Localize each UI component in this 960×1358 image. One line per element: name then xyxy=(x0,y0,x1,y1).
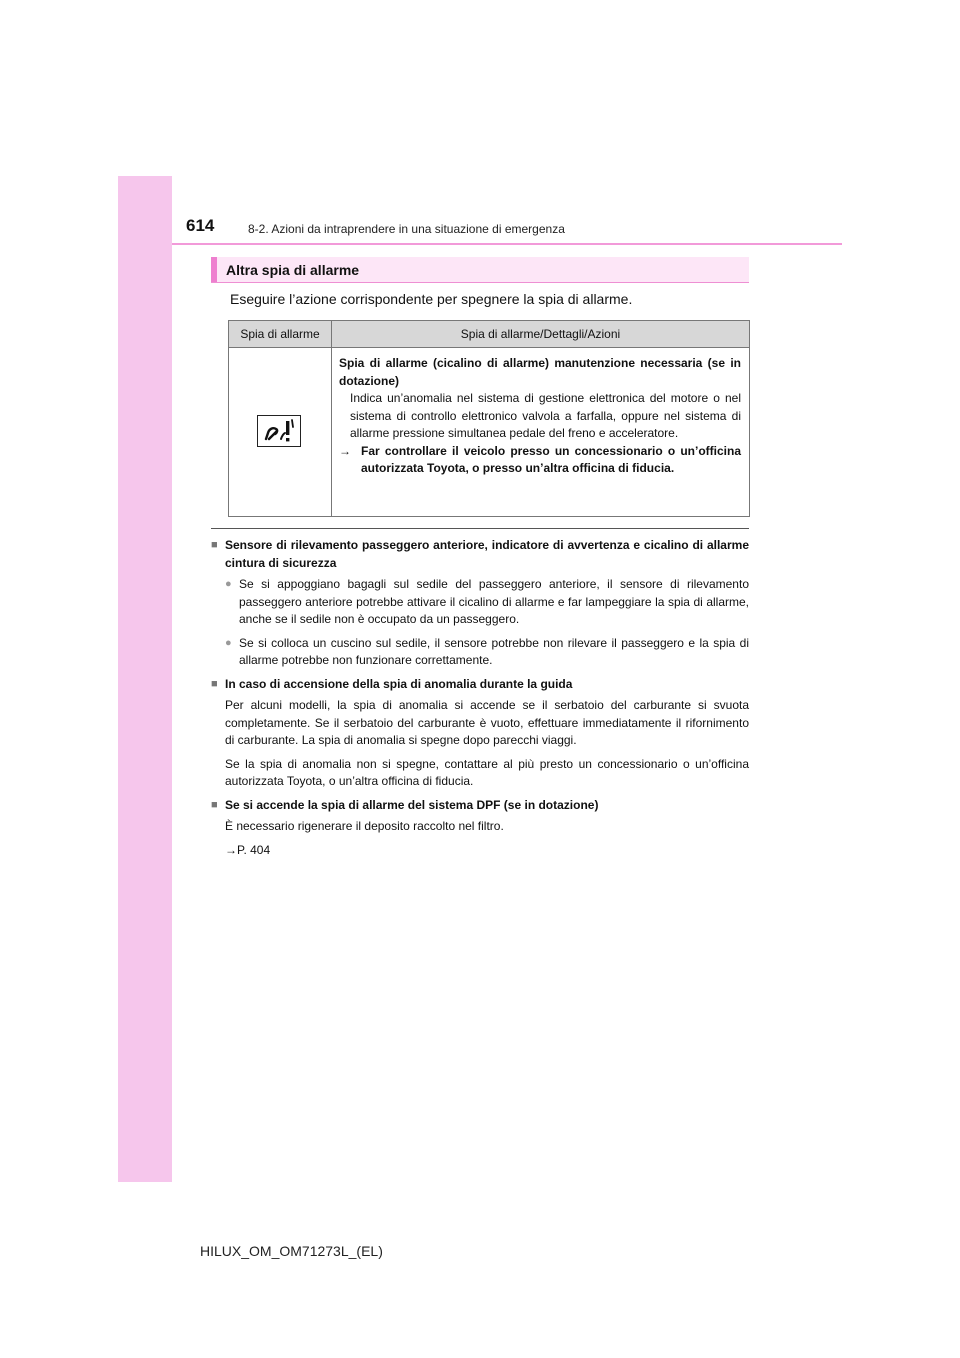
section-heading-bar xyxy=(211,257,217,282)
circle-bullet-icon: ● xyxy=(225,578,232,590)
section-heading xyxy=(211,257,749,283)
warning-action-text: Far controllare il veicolo presso un concessionario o un’officina autorizzata Toyota, o presso un’altra officina di fiducia. xyxy=(361,443,741,475)
page-number: 614 xyxy=(186,216,215,235)
square-bullet-icon: ■ xyxy=(211,677,218,690)
table-cell-details xyxy=(332,348,750,517)
note-heading xyxy=(211,537,749,572)
arrow-right-icon: → xyxy=(339,443,351,458)
table-header-light: Spia di allarme xyxy=(229,321,332,348)
section-heading-text: Altra spia di allarme xyxy=(226,262,360,278)
note-heading-text: Se si accende la spia di allarme del sistema DPF (se in dotazione) xyxy=(225,797,599,812)
page-reference-link[interactable]: →P. 404 xyxy=(225,842,271,857)
square-bullet-icon: ■ xyxy=(211,798,218,811)
table-row xyxy=(229,348,750,517)
note-paragraph: È necessario rigenerare il deposito raccolto nel filtro. xyxy=(225,819,504,833)
note-paragraph: Per alcuni modelli, la spia di anomalia si accende se il serbatoio del carburante si svuota completamente. Se il serbatoio del carburante è vuoto, effettuare immediatamente il rifornimento di carburante. La spia di anomalia si spegne dopo parecchi viaggi. xyxy=(225,698,749,747)
square-bullet-icon: ■ xyxy=(211,539,218,551)
note-heading-text: Sensore di rilevamento passeggero anteriore, indicatore di avvertenza e cicalino di allarme cintura di sicurezza xyxy=(225,538,749,570)
note-heading xyxy=(211,676,749,694)
list-item xyxy=(211,576,749,629)
table-header-details: Spia di allarme/Dettagli/Azioni xyxy=(332,321,750,348)
warning-action xyxy=(339,443,741,478)
document-code: HILUX_OM_OM71273L_(EL) xyxy=(200,1243,383,1259)
side-color-band xyxy=(118,176,172,1182)
table-cell-icon xyxy=(229,348,332,517)
warning-title: Spia di allarme (cicalino di allarme) manutenzione necessaria (se in dotazione) xyxy=(339,356,741,388)
warning-table xyxy=(228,320,750,517)
list-item-text: Se si appoggiano bagagli sul sedile del passeggero anteriore, il sensore di rilevamento passeggero anteriore potrebbe attivare il cicalino di allarme e far lampeggiare la spia di allarme, anche se il sedile non è occupato da un passeggero. xyxy=(239,577,749,626)
notes-divider xyxy=(211,528,749,529)
master-warning-icon xyxy=(257,415,301,447)
header-rule xyxy=(172,243,842,245)
list-item xyxy=(211,635,749,670)
note-heading xyxy=(211,797,749,815)
table-header-row xyxy=(229,321,750,348)
note-paragraph: Se la spia di anomalia non si spegne, contattare al più presto un concessionario o un’officina autorizzata Toyota, o un’altra officina di fiducia. xyxy=(225,756,749,788)
section-intro: Eseguire l’azione corrispondente per spegnere la spia di allarme. xyxy=(230,291,633,307)
warning-description: Indica un’anomalia nel sistema di gestione elettronica del motore o nel sistema di controllo elettronico valvola a farfalla, oppure nel sistema di allarme pressione simultanea pedale del freno e acceleratore. xyxy=(350,391,741,440)
chapter-title: 8-2. Azioni da intraprendere in una situazione di emergenza xyxy=(248,222,565,236)
note-heading-text: In caso di accensione della spia di anomalia durante la guida xyxy=(225,676,573,691)
list-item-text: Se si colloca un cuscino sul sedile, il sensore potrebbe non rilevare il passeggero e la spia di allarme potrebbe non funzionare correttamente. xyxy=(239,635,749,667)
notes-section xyxy=(211,537,749,859)
circle-bullet-icon: ● xyxy=(225,636,232,649)
